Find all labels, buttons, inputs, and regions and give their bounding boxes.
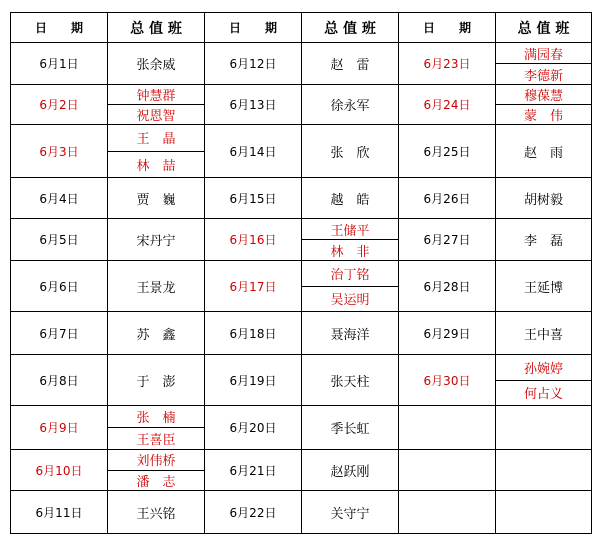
date-cell: 6月4日 (10, 177, 108, 219)
date-cell: 6月2日 (10, 84, 108, 125)
duty-name: 李德新 (523, 68, 563, 84)
duty-name: 蒙 伟 (523, 109, 563, 124)
duty-cell (107, 42, 205, 85)
duty-pair (108, 450, 204, 490)
duty-pair (496, 85, 591, 124)
duty-cell (301, 311, 399, 355)
duty-pair (496, 43, 591, 84)
duty-cell (301, 177, 399, 219)
date-cell: 6月8日 (10, 354, 108, 406)
date-cell (398, 490, 496, 534)
date-cell: 6月30日 (398, 354, 496, 406)
date-cell: 6月9日 (10, 405, 108, 450)
header-date: 日 期 (204, 12, 302, 43)
duty-cell (301, 260, 399, 312)
duty-pair (302, 261, 398, 311)
date-cell: 6月13日 (204, 84, 302, 125)
date-cell: 6月23日 (398, 42, 496, 85)
duty-cell (495, 354, 592, 406)
duty-pair (108, 125, 204, 177)
duty-cell (107, 490, 205, 534)
header-date: 日 期 (10, 12, 108, 43)
duty-pair (108, 406, 204, 449)
duty-name: 治丁铭 (302, 261, 398, 287)
duty-name: 苏 鑫 (136, 327, 176, 343)
date-cell: 6月7日 (10, 311, 108, 355)
duty-cell (495, 177, 592, 219)
header-date: 日 期 (398, 12, 496, 43)
header-duty: 总 值 班 (495, 12, 592, 43)
duty-name: 刘伟桥 (108, 450, 204, 471)
duty-cell (301, 490, 399, 534)
duty-name: 胡树毅 (523, 192, 563, 208)
duty-name: 张 欣 (330, 145, 370, 161)
date-cell: 6月16日 (204, 218, 302, 261)
duty-pair (496, 355, 591, 405)
duty-name: 赵 雨 (523, 145, 563, 161)
duty-cell (495, 42, 592, 85)
duty-name: 穆葆慧 (496, 85, 591, 105)
duty-name: 于 澎 (136, 374, 176, 390)
date-cell: 6月3日 (10, 124, 108, 178)
date-cell: 6月10日 (10, 449, 108, 491)
duty-pair (302, 219, 398, 260)
date-cell (398, 405, 496, 450)
duty-name: 林 非 (330, 244, 370, 260)
duty-name: 吴运明 (330, 293, 370, 309)
duty-cell (301, 405, 399, 450)
duty-schedule-table (10, 12, 591, 533)
duty-name: 聂海洋 (330, 327, 370, 343)
duty-name: 潘 志 (136, 474, 176, 490)
duty-name: 满园春 (496, 43, 591, 64)
date-cell: 6月6日 (10, 260, 108, 312)
duty-cell (107, 449, 205, 491)
date-cell: 6月12日 (204, 42, 302, 85)
duty-name: 李 磊 (523, 234, 563, 249)
duty-name: 宋丹宁 (136, 234, 176, 249)
duty-cell (107, 405, 205, 450)
duty-cell (301, 354, 399, 406)
duty-name: 钟慧群 (108, 85, 204, 105)
duty-name: 祝恩智 (136, 109, 176, 124)
date-cell: 6月26日 (398, 177, 496, 219)
duty-cell (107, 354, 205, 406)
duty-name: 越 皓 (330, 192, 370, 208)
duty-name: 王储平 (302, 219, 398, 240)
duty-name: 王兴铭 (136, 506, 176, 522)
date-cell: 6月29日 (398, 311, 496, 355)
duty-pair (108, 85, 204, 124)
header-duty: 总 值 班 (301, 12, 399, 43)
duty-name: 赵 雷 (330, 58, 370, 73)
date-cell: 6月25日 (398, 124, 496, 178)
duty-name: 张 楠 (108, 406, 204, 428)
duty-name: 王 晶 (108, 125, 204, 152)
duty-name: 王喜臣 (136, 433, 176, 448)
date-cell: 6月11日 (10, 490, 108, 534)
duty-cell (495, 218, 592, 261)
duty-cell (301, 218, 399, 261)
duty-name: 何占义 (523, 387, 563, 403)
duty-cell (495, 84, 592, 125)
duty-cell (107, 177, 205, 219)
date-cell (398, 449, 496, 491)
duty-name: 王延博 (523, 280, 563, 296)
date-cell: 6月28日 (398, 260, 496, 312)
duty-cell (107, 311, 205, 355)
date-cell: 6月20日 (204, 405, 302, 450)
duty-cell (107, 260, 205, 312)
duty-name: 贾 巍 (136, 192, 176, 208)
date-cell: 6月18日 (204, 311, 302, 355)
duty-cell (301, 124, 399, 178)
duty-cell (495, 260, 592, 312)
date-cell: 6月24日 (398, 84, 496, 125)
duty-cell (107, 124, 205, 178)
date-cell: 6月14日 (204, 124, 302, 178)
date-cell: 6月5日 (10, 218, 108, 261)
date-cell: 6月22日 (204, 490, 302, 534)
header-duty: 总 值 班 (107, 12, 205, 43)
duty-cell (107, 218, 205, 261)
duty-name: 王中喜 (523, 327, 563, 343)
duty-name: 张天柱 (330, 374, 370, 390)
duty-name: 林 喆 (136, 158, 176, 174)
duty-cell (107, 84, 205, 125)
duty-cell (495, 124, 592, 178)
date-cell: 6月21日 (204, 449, 302, 491)
date-cell: 6月15日 (204, 177, 302, 219)
duty-name: 王景龙 (136, 280, 176, 296)
duty-cell (301, 84, 399, 125)
duty-cell (495, 311, 592, 355)
date-cell: 6月19日 (204, 354, 302, 406)
date-cell: 6月1日 (10, 42, 108, 85)
duty-cell (495, 405, 592, 450)
duty-name: 张余威 (136, 58, 176, 73)
duty-name: 徐永军 (330, 99, 370, 114)
duty-name: 赵跃刚 (330, 464, 370, 480)
duty-cell (301, 42, 399, 85)
duty-cell (495, 490, 592, 534)
duty-name: 孙婉婷 (496, 355, 591, 381)
duty-cell (301, 449, 399, 491)
date-cell: 6月17日 (204, 260, 302, 312)
date-cell: 6月27日 (398, 218, 496, 261)
duty-name: 季长虹 (330, 422, 370, 437)
duty-name: 关守宁 (330, 506, 370, 522)
duty-cell (495, 449, 592, 491)
